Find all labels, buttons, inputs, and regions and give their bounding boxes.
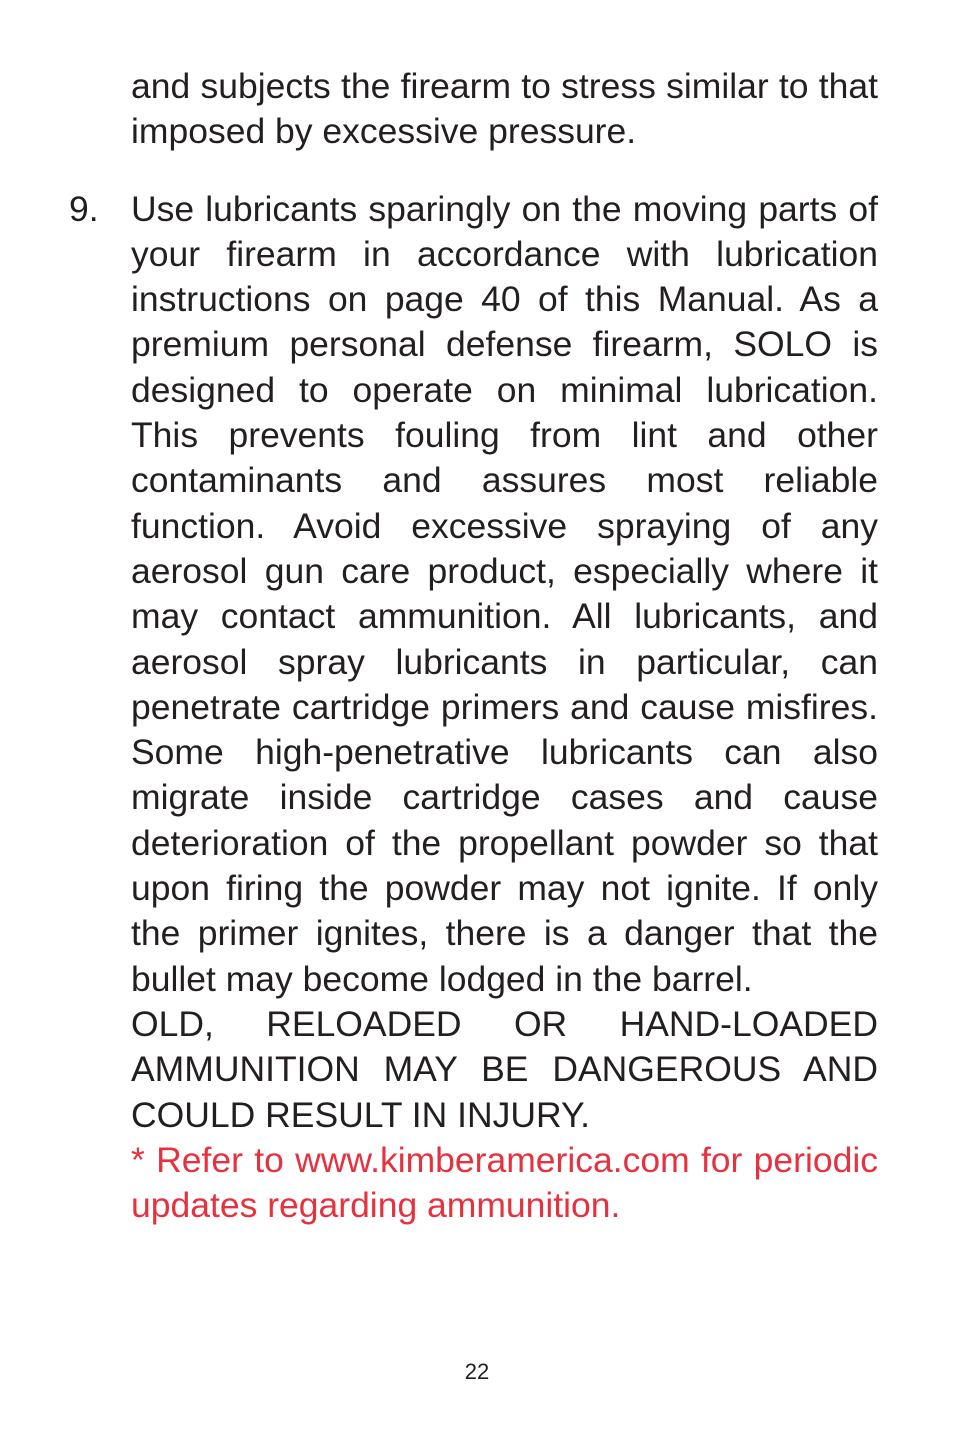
list-item-paragraph: Use lubricants sparingly on the moving parts of your firearm in accordance with lubrication instructions on page 40 of this Manual. As a premium personal defense firearm, SOLO is designed to operate on minimal lubrication. This prevents fouling from lint and other contaminants and assures most reliable function. Avoid excessive spraying of any aerosol gun care product, especially where it may contact ammunition. All lubricants, and aerosol spray lubricants in particular, can penetrate cartridge primers and cause misfires. Some high-penetrative lubricants can also migrate inside cartridge cases and cause deterioration of the propellant powder so that upon firing the powder may not ignite. If only the primer ignites, there is a danger that the bullet may become lodged in the barrel. (131, 188, 878, 999)
continuation-paragraph: and subjects the firearm to stress similar to that imposed by excessive pressure. (131, 66, 878, 152)
list-item-number: 9. (69, 188, 99, 229)
document-body (69, 64, 878, 1228)
page-number: 22 (464, 1359, 490, 1384)
list-item-9 (69, 187, 878, 1229)
ammunition-note: * Refer to www.kimberamerica.com for periodic updates regarding ammunition. (131, 1139, 878, 1226)
warning-paragraph: OLD, RELOADED OR HAND-LOADED AMMUNITION MAY BE DANGEROUS AND COULD RESULT IN INJURY. (131, 1003, 878, 1135)
